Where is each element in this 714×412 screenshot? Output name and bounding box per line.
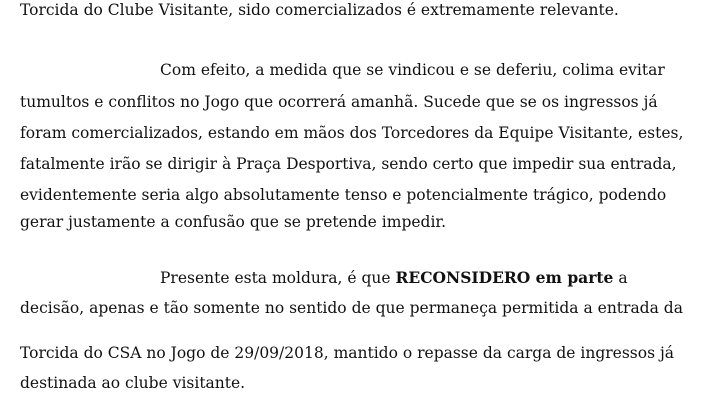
paragraph-2-line-1-post: a bbox=[618, 269, 628, 287]
paragraph-1-line-2: tumultos e conflitos no Jogo que ocorrerá amanhã. Sucede que se os ingressos já bbox=[20, 93, 658, 111]
paragraph-1-line-4: fatalmente irão se dirigir à Praça Desportiva, sendo certo que impedir sua entrada, bbox=[20, 155, 677, 173]
paragraph-1-line-1: Com efeito, a medida que se vindicou e se deferiu, colima evitar bbox=[160, 61, 665, 79]
paragraph-2-line-1-pre: Presente esta moldura, é que bbox=[160, 269, 391, 287]
paragraph-1-line-5: evidentemente seria algo absolutamente tenso e potencialmente trágico, podendo bbox=[20, 186, 667, 204]
paragraph-2-line-4: destinada ao clube visitante. bbox=[20, 374, 246, 392]
paragraph-1-line-3: foram comercializados, estando em mãos dos Torcedores da Equipe Visitante, estes, bbox=[20, 124, 684, 142]
paragraph-2-line-3: Torcida do CSA no Jogo de 29/09/2018, mantido o repasse da carga de ingressos já bbox=[20, 344, 675, 362]
reconsidero-emphasis: RECONSIDERO em parte bbox=[395, 268, 614, 287]
paragraph-2-line-1 bbox=[160, 268, 628, 288]
paragraph-0-line-1: Torcida do Clube Visitante, sido comercializados é extremamente relevante. bbox=[20, 1, 619, 19]
paragraph-1-line-6: gerar justamente a confusão que se pretende impedir. bbox=[20, 213, 447, 231]
paragraph-2-line-2: decisão, apenas e tão somente no sentido de que permaneça permitida a entrada da bbox=[20, 299, 683, 317]
